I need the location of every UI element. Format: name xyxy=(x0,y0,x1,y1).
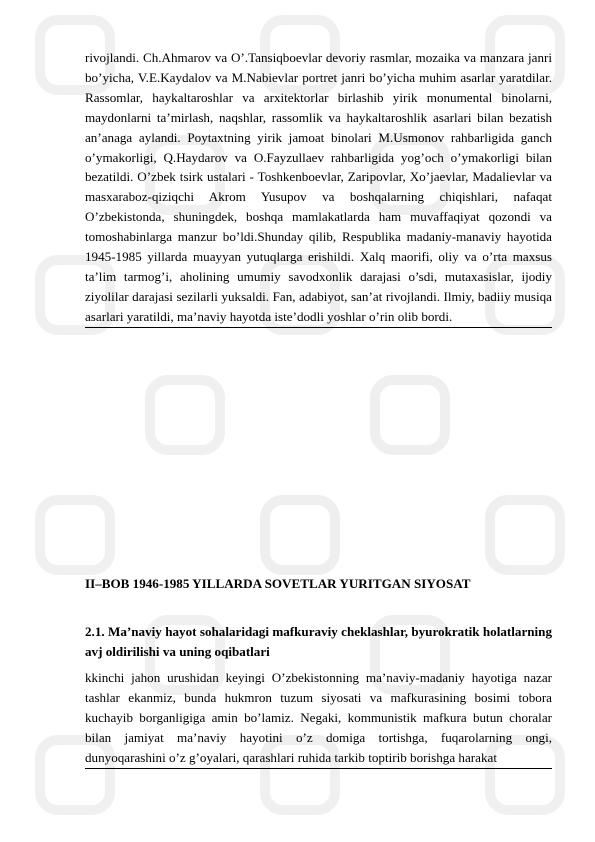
body-paragraph-1: rivojlandi. Ch.Ahmarov va O’.Tansiqboevlar devoriy rasmlar, mozaika va manzara janri bo’yicha, V.E.Kaydalov va M.Nabievlar portret janri bo’yicha muhim asarlar yaratdilar. Rassomlar, haykaltaroshlar va arxitektorlar birlashib yirik monumental binolarni, maydonlarni ta’mirlash, naqshlar, rassomlik va haykaltaroshlik asarlari bilan bezatish an’anaga aylandi. Poytaxtning yirik jamoat binolari M.Usmonov rahbarligida ganch o’ymakorligi, Q.Haydarov va O.Fayzullaev rahbarligida yog’och o’ymakorligi bilan bezatildi. O’zbek tsirk ustalari - Toshkenboevlar, Zaripovlar, Xo’jaevlar, Madalievlar va masxaraboz-qiziqchi Akrom Yusupov va boshqalarning chiqishlari, nafaqat O’zbekistonda, shuningdek, boshqa mamlakatlarda ham muvaffaqiyat qozondi va tomoshabinlarga manzur bo’ldi.Shunday qilib, Respublika madaniy-manaviy hayotida 1945-1985 yillarda muayyan yutuqlarga erishildi. Xalq maorifi, oliy va o’rta maxsus ta’lim tarmog’i, aholining umumiy savodxonlik darajasi o’sdi, mutaxasislar, ijodiy ziyolilar darajasi sezilarli yuksaldi. Fan, adabiyot, san’at rivojlandi. Ilmiy, badiiy musiqa asarlari yaratildi, ma’naviy hayotda iste’dodli yoshlar o’rin olib bordi. xyxy=(85,48,552,328)
section-heading: 2.1. Ma’naviy hayot sohalaridagi mafkuraviy cheklashlar, byurokratik holatlarning avj oldirilishi va uning oqibatlari xyxy=(85,624,552,659)
body-paragraph-2: kkinchi jahon urushidan keyingi O’zbekistonning ma’naviy-madaniy hayotiga nazar tashlar ekanmiz, bunda hukmron tuzum siyosati va mafkurasining bosimi tobora kuchayib borganligiga amin bo’lamiz. Negaki, kommunistik mafkura butun choralar bilan jamiyat ma’naviy hayotini o’z domiga tortishga, fuqarolarning ongi, dunyoqarashini o’z g’oyalari, qarashlari ruhida tarkib toptirib borishga harakat xyxy=(85,668,552,769)
chapter-heading: II–BOB 1946-1985 YILLARDA SOVETLAR YURITGAN SIYOSAT xyxy=(85,576,471,591)
